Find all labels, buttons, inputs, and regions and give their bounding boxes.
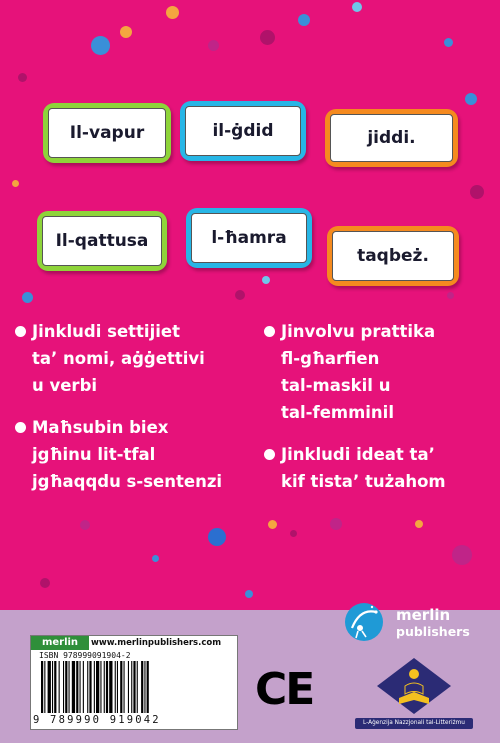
feature-bullet: [15, 318, 205, 399]
word-card: [327, 226, 459, 286]
decor-dot: [91, 36, 110, 55]
barcode-bar: [63, 661, 64, 713]
decor-dot: [235, 290, 245, 300]
barcode-bar: [100, 661, 101, 713]
decor-dot: [268, 520, 277, 529]
barcode-bar: [48, 661, 51, 713]
barcode-bar: [131, 661, 132, 713]
decor-dot: [452, 545, 472, 565]
ce-mark: CE: [255, 664, 314, 715]
barcode-bar: [115, 661, 116, 713]
barcode-box: [30, 635, 238, 730]
barcode-bar: [106, 661, 108, 713]
bullet-line: u verbi: [32, 376, 98, 395]
decor-dot: [80, 520, 90, 530]
decor-dot: [12, 180, 19, 187]
agency-label: L-Aġenzija Nazzjonali tal-Litteriżmu: [355, 718, 473, 729]
word-card-text: il-ġdid: [185, 106, 301, 156]
decor-dot: [208, 528, 226, 546]
barcode-bar: [52, 661, 53, 713]
bullet-line: jgħinu lit-tfal: [32, 445, 156, 464]
decor-dot: [245, 590, 253, 598]
bullet-line: Jinkludi settijiet: [32, 322, 180, 341]
bullet-line: Jinvolvu prattika: [281, 322, 436, 341]
barcode-bars: [39, 661, 229, 713]
decor-dot: [447, 292, 454, 299]
publisher-name: merlin: [396, 606, 451, 624]
decor-dot: [290, 530, 297, 537]
decor-dot: [18, 73, 27, 82]
barcode-bar: [83, 661, 84, 713]
barcode-website: www.merlinpublishers.com: [91, 638, 222, 648]
decor-dot: [166, 6, 179, 19]
bullet-line: tal-femminil: [281, 403, 394, 422]
decor-dot: [465, 93, 477, 105]
barcode-bar: [128, 661, 129, 713]
barcode-bar: [133, 661, 135, 713]
feature-bullet: [264, 318, 435, 426]
isbn-text: ISBN 978999091904-2: [39, 651, 131, 660]
decor-dot: [352, 2, 362, 12]
decor-dot: [444, 38, 453, 47]
decor-dot: [330, 518, 342, 530]
bullet-line: Jinkludi ideat ta’: [281, 445, 435, 464]
barcode-bar: [87, 661, 88, 713]
publisher-subname: publishers: [396, 624, 470, 639]
barcode-bar: [69, 661, 70, 713]
barcode-bar: [89, 661, 91, 713]
bullet-line: kif tista’ tużahom: [281, 472, 446, 491]
decor-dot: [298, 14, 310, 26]
barcode-bar: [44, 661, 45, 713]
barcode-header: [31, 636, 237, 650]
barcode-bar: [109, 661, 112, 713]
bullet-line: tal-maskil u: [281, 376, 391, 395]
barcode-brand: merlin: [31, 636, 89, 650]
decor-dot: [208, 40, 219, 51]
decor-dot: [22, 292, 33, 303]
decor-dot: [152, 555, 159, 562]
word-card: [43, 103, 171, 163]
barcode-bar: [72, 661, 75, 713]
word-card: [186, 208, 312, 268]
barcode-bar: [147, 661, 149, 713]
word-card-text: Il-vapur: [48, 108, 166, 158]
barcode-bar: [96, 661, 99, 713]
word-card: [180, 101, 306, 161]
word-card-text: l-ħamra: [191, 213, 307, 263]
word-card: [37, 211, 167, 271]
feature-bullet: [15, 414, 222, 495]
bullet-line: fl-għarfien: [281, 349, 380, 368]
barcode-number: 9 789990 919042: [33, 714, 161, 726]
barcode-bar: [117, 661, 118, 713]
bullet-line: ta’ nomi, aġġettivi: [32, 349, 205, 368]
barcode-bar: [94, 661, 95, 713]
decor-dot: [415, 520, 423, 528]
decor-dot: [120, 26, 132, 38]
decor-dot: [262, 276, 270, 284]
barcode-bar: [65, 661, 67, 713]
decor-dot: [470, 185, 484, 199]
decor-dot: [40, 578, 50, 588]
word-card-text: Il-qattusa: [42, 216, 162, 266]
barcode-bar: [59, 661, 60, 713]
decor-dot: [260, 30, 275, 45]
bullet-line: Maħsubin biex: [32, 418, 169, 437]
barcode-bar: [80, 661, 81, 713]
barcode-bar: [76, 661, 78, 713]
word-card-text: jiddi.: [330, 114, 453, 162]
barcode-bar: [137, 661, 138, 713]
barcode-bar: [144, 661, 145, 713]
barcode-bar: [104, 661, 105, 713]
barcode-bar: [54, 661, 56, 713]
barcode-bar: [41, 661, 43, 713]
feature-bullet: [264, 441, 446, 495]
bullet-line: jgħaqqdu s-sentenzi: [32, 472, 223, 491]
word-card-text: taqbeż.: [332, 231, 454, 281]
barcode-bar: [120, 661, 122, 713]
word-card: [325, 109, 458, 167]
barcode-bar: [124, 661, 125, 713]
barcode-bar: [141, 661, 143, 713]
